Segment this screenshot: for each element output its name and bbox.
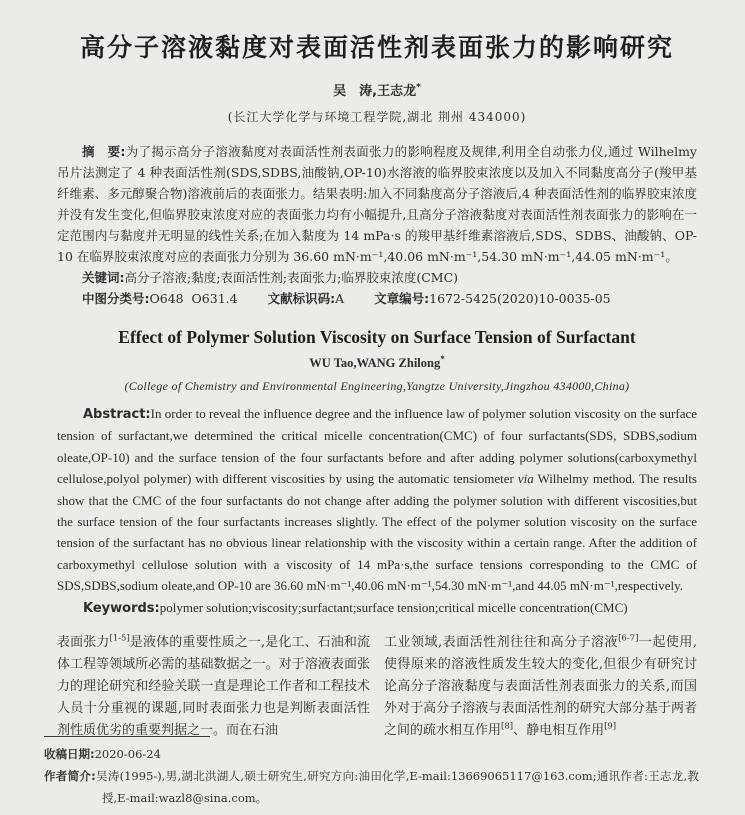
body-right-seg2: 一起使用,使得原来的溶液性质发生较大的变化,但很少有研究讨论高分子溶液黏度与表面活性剂表面张力的关系,而国外对于高分子溶液与表面活性剂的研究大部分基于两者之间的疏水相互作用 <box>384 635 697 739</box>
footnote-divider <box>44 736 210 737</box>
article-id-value: 1672-5425(2020)10-0035-05 <box>429 291 611 306</box>
clc-line <box>57 288 697 309</box>
keywords-cn-label: 关键词: <box>82 270 125 285</box>
clc-number <box>82 291 238 306</box>
body-column-left <box>57 632 370 742</box>
citation-ref-8: [8] <box>501 721 514 732</box>
affiliation-cn: (长江大学化学与环境工程学院,湖北 荆州 434000) <box>227 110 527 124</box>
page-title-en: Effect of Polymer Solution Viscosity on Surface Tension of Surfactant <box>118 327 636 347</box>
abstract-en-paragraph <box>57 403 697 597</box>
corresponding-author-mark: * <box>416 82 421 93</box>
doc-code-label: 文献标识码: <box>267 291 336 306</box>
abstract-en-seg1: In order to reveal the influence degree and the influence law of polymer solution viscosity on the surface tension of surfactant,we determined the critical micelle concentration(CMC) of four surfactants(SDS, SDBS,sodium oleate,OP-10) and the surface tension of the four surfactants before and after adding polymer solutions(carboxymethyl cellulose,polyol polymer) with different viscosities by using the automatic tensiometer <box>57 406 697 487</box>
affiliation-en: (College of Chemistry and Environmental Engineering,Yangtze University,Jingzhou 434000,China) <box>124 379 630 393</box>
authors-cn-names: 吴 涛,王志龙 <box>333 84 417 99</box>
article-id <box>374 291 610 306</box>
keywords-en-line <box>57 597 697 619</box>
abstract-en-via: via <box>517 471 534 487</box>
authors-cn <box>57 80 697 99</box>
citation-ref-9: [9] <box>604 721 617 732</box>
received-date-line <box>44 743 699 765</box>
abstract-cn-paragraph <box>57 141 697 267</box>
body-right-seg3: 、静电相互作用 <box>513 723 605 739</box>
abstract-cn <box>57 141 697 309</box>
footnote-block <box>44 736 699 809</box>
abstract-cn-label: 摘 要: <box>82 144 126 159</box>
author-bio-label: 作者简介: <box>44 769 96 783</box>
author-bio-text: 吴涛(1995-),男,湖北洪湖人,硕士研究生,研究方向:油田化学,E-mail:13669065117@163.com;通讯作者:王志龙,教授,E-mail:wazl8@sina.com。 <box>95 769 699 805</box>
page-title: 高分子溶液黏度对表面活性剂表面张力的影响研究 <box>79 33 674 62</box>
authors-en-names: WU Tao,WANG Zhilong <box>309 356 441 370</box>
keywords-cn-text: 高分子溶液;黏度;表面活性剂;表面张力;临界胶束浓度(CMC) <box>124 270 459 285</box>
abstract-en-seg2: Wilhelmy method. The results show that the CMC of the four surfactants do not change after adding the polymer solution with different viscosities,but the surface tension of the four surfactants increases slightly. The effect of the polymer solution viscosity on the surface tension of the surfactant has no obvious linear relationship with the viscosity within a certain range. After the addition of carboxymethyl cellulose solution with a viscosity of 14 mPa·s,the surface tensions corresponding to the CMC of SDS,SDBS,sodium oleate,and OP-10 are 36.60 mN·m⁻¹,40.06 mN·m⁻¹,54.30 mN·m⁻¹,and 44.05 mN·m⁻¹,respectively. <box>57 471 697 594</box>
authors-en <box>57 353 697 371</box>
abstract-en-label: Abstract: <box>83 407 151 422</box>
keywords-cn-line <box>57 267 697 288</box>
clc-label: 中图分类号: <box>82 291 150 306</box>
body-left-seg1: 表面张力 <box>57 635 110 651</box>
citation-ref-1-5: [1-5] <box>109 633 130 644</box>
author-bio-line <box>44 765 699 809</box>
body-two-columns <box>57 632 697 742</box>
article-id-label: 文章编号: <box>374 291 430 306</box>
abstract-en <box>57 403 697 619</box>
clc-value: O648 O631.4 <box>149 291 238 306</box>
doc-code <box>268 291 345 306</box>
citation-ref-6-7: [6-7] <box>618 633 639 644</box>
body-right-seg1: 工业领域,表面活性剂往往和高分子溶液 <box>384 635 619 651</box>
received-date-value: 2020-06-24 <box>94 747 161 761</box>
doc-code-value: A <box>335 291 345 306</box>
keywords-en-label: Keywords: <box>83 600 160 616</box>
received-date-label: 收稿日期: <box>44 747 95 761</box>
keywords-en-text: polymer solution;viscosity;surfactant;surface tension;critical micelle concentration(CMC) <box>159 599 628 615</box>
body-left-seg2: 是液体的重要性质之一,是化工、石油和流体工程等领域所必需的基础数据之一。对于溶液表面张力的理论研究和经验关联一直是理论工作者和工程技术人员十分重视的课题,同时表面张力也是判断表面活性剂性质优劣的重要判据之一。而在石油 <box>57 635 370 739</box>
abstract-cn-text: 为了揭示高分子溶液黏度对表面活性剂表面张力的影响程度及规律,利用全自动张力仪,通过 Wilhelmy 吊片法测定了 4 种表面活性剂(SDS,SDBS,油酸钠,OP-10)水溶液的临界胶束浓度以及加入不同黏度高分子(羧甲基纤维素、多元醇聚合物)溶液前后的表面张力。结果表明:加入不同黏度高分子溶液后,4 种表面活性剂的临界胶束浓度并没有发生变化,但临界胶束浓度对应的表面张力均有小幅提升,且高分子溶液黏度对表面活性剂表面张力的影响在一定范围内与黏度并无明显的线性关系;在加入黏度为 14 mPa·s 的羧甲基纤维素溶液后,SDS、SDBS、油酸钠、OP-10 在临界胶束浓度对应的表面张力分别为 36.60 mN·m⁻¹,40.06 mN·m⁻¹,54.30 mN·m⁻¹,44.05 mN·m⁻¹。 <box>57 144 697 264</box>
corresponding-author-mark-en: * <box>440 353 445 364</box>
body-column-right <box>384 632 697 742</box>
